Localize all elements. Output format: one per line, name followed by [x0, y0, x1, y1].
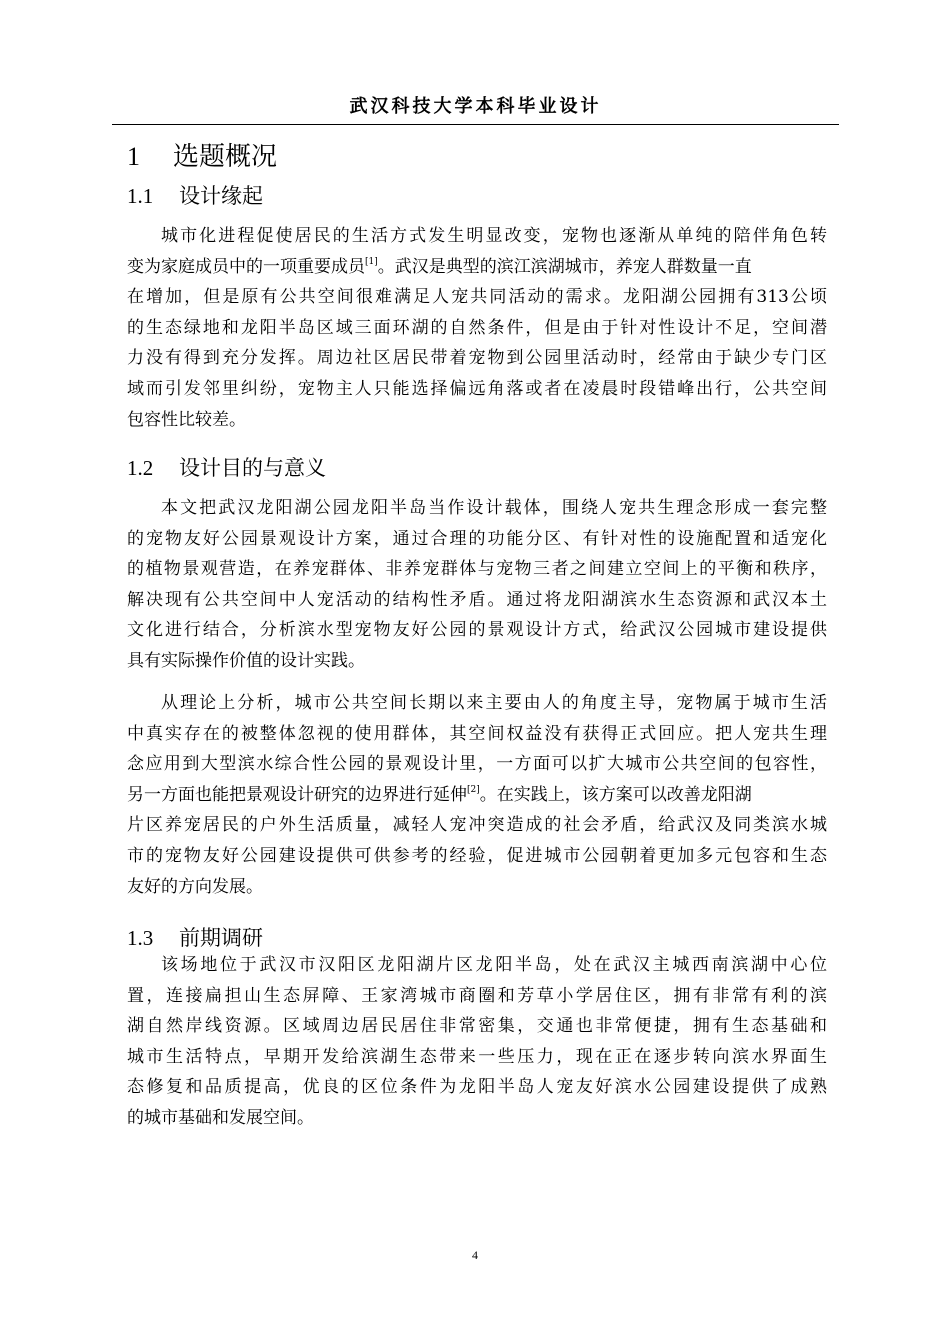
- section-title: 设计目的与意义: [179, 456, 326, 480]
- paragraph-line: 从理论上分析，城市公共空间长期以来主要由人的角度主导，宠物属于城市生活: [161, 693, 827, 713]
- paragraph-line: 湖自然岸线资源。区域周边居民居住非常密集，交通也非常便捷，拥有生态基础和: [127, 1016, 827, 1037]
- paragraph-line: 解决现有公共空间中人宠活动的结构性矛盾。通过将龙阳湖滨水生态资源和武汉本土: [127, 589, 827, 610]
- paragraph-line: [127, 252, 827, 283]
- paragraph-line: 的生态绿地和龙阳半岛区域三面环湖的自然条件，但是由于针对性设计不足，空间潜: [127, 317, 827, 338]
- section-number: 1.3: [127, 926, 154, 950]
- header-divider: [112, 124, 839, 125]
- text-run: 。在实践上，该方案可以改善龙阳湖: [479, 784, 752, 805]
- paragraph-line: 态修复和品质提高，优良的区位条件为龙阳半岛人宠友好滨水公园建设提供了成熟: [127, 1077, 827, 1098]
- paragraph-line: 在增加，但是原有公共空间很难满足人宠共同活动的需求。龙阳湖公园拥有313公顷: [127, 287, 827, 308]
- paragraph-line: 的宠物友好公园景观设计方案，通过合理的功能分区、有针对性的设施配置和适宠化: [127, 528, 827, 549]
- paragraph-line: 域而引发邻里纠纷，宠物主人只能选择偏远角落或者在凌晨时段错峰出行，公共空间: [127, 378, 827, 399]
- section-heading-1-2: [127, 452, 326, 482]
- paragraph-line: 文化进行结合，分析滨水型宠物友好公园的景观设计方式，给武汉公园城市建设提供: [127, 620, 827, 641]
- paragraph-line: 具有实际操作价值的设计实践。: [127, 650, 365, 671]
- section-number: 1.1: [127, 184, 154, 208]
- paragraph-1-3-1: [127, 950, 827, 1134]
- paragraph-line: 念应用到大型滨水综合性公园的景观设计里，一方面可以扩大城市公共空间的包容性，: [127, 754, 827, 775]
- paragraph-line: 该场地位于武汉市汉阳区龙阳湖片区龙阳半岛，处在武汉主城西南滨湖中心位: [161, 955, 827, 975]
- chapter-number: 1: [127, 142, 140, 171]
- section-heading-1-3: [127, 922, 263, 952]
- chapter-heading: [127, 136, 277, 173]
- paragraph-line: [127, 780, 827, 811]
- paragraph-line: 片区养宠居民的户外生活质量，减轻人宠冲突造成的社会矛盾，给武汉及同类滨水城: [127, 815, 827, 836]
- paragraph-line: 包容性比较差。: [127, 409, 246, 430]
- paragraph-1-1-1: [127, 221, 827, 435]
- paragraph-line: 城市化进程促使居民的生活方式发生明显改变，宠物也逐渐从单纯的陪伴角色转: [161, 226, 827, 246]
- paragraph-line: 力没有得到充分发挥。周边社区居民带着宠物到公园里活动时，经常由于缺少专门区: [127, 348, 827, 369]
- paragraph-line: 的城市基础和发展空间。: [127, 1107, 314, 1128]
- section-title: 前期调研: [179, 926, 263, 950]
- paragraph-line: 的植物景观营造，在养宠群体、非养宠群体与宠物三者之间建立空间上的平衡和秩序，: [127, 559, 827, 580]
- section-number: 1.2: [127, 456, 154, 480]
- paragraph-line: 本文把武汉龙阳湖公园龙阳半岛当作设计载体，围绕人宠共生理念形成一套完整: [161, 498, 827, 518]
- text-run: 。武汉是典型的滨江滨湖城市，养宠人群数量一直: [377, 256, 752, 277]
- text-run: 另一方面也能把景观设计研究的边界进行延伸: [127, 784, 467, 805]
- paragraph-line: 城市生活特点，早期开发给滨湖生态带来一些压力，现在正在逐步转向滨水界面生: [127, 1046, 827, 1067]
- citation-ref-1: [1]: [365, 256, 378, 267]
- paragraph-line: 中真实存在的被整体忽视的使用群体，其空间权益没有获得正式回应。把人宠共生理: [127, 723, 827, 744]
- paragraph-line: 友好的方向发展。: [127, 876, 263, 897]
- paragraph-1-2-1: [127, 493, 827, 677]
- page-header-title: 武汉科技大学本科毕业设计: [349, 96, 602, 117]
- chapter-title: 选题概况: [173, 142, 278, 172]
- section-title: 设计缘起: [179, 184, 263, 208]
- paragraph-1-2-2: [127, 688, 827, 902]
- text-run: 变为家庭成员中的一项重要成员: [127, 256, 365, 277]
- section-heading-1-1: [127, 180, 263, 210]
- paragraph-line: 市的宠物友好公园建设提供可供参考的经验，促进城市公园朝着更加多元包容和生态: [127, 845, 827, 866]
- citation-ref-2: [2]: [467, 784, 480, 795]
- paragraph-line: 置，连接扁担山生态屏障、王家湾城市商圈和芳草小学居住区，拥有非常有利的滨: [127, 985, 827, 1006]
- page-number: 4: [472, 1248, 478, 1262]
